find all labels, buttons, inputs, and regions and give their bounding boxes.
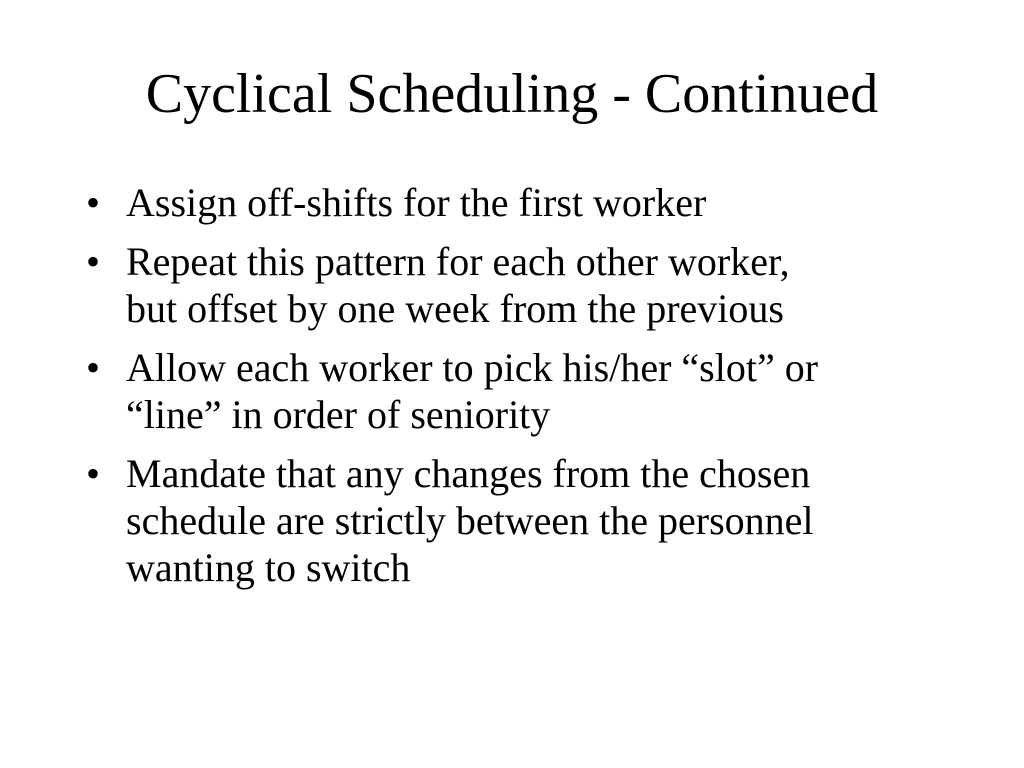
bullet-dot-icon: • [86,239,101,284]
bullet-text: Assign off-shifts for the first worker [126,180,707,225]
bullet-item [86,450,966,591]
bullet-text: Mandate that any changes from the chosen schedule are strictly between the personnel wanting to switch [126,451,814,590]
bullet-dot-icon: • [86,345,101,390]
bullet-dot-icon: • [86,180,101,225]
bullet-item [86,344,966,438]
slide-title: Cyclical Scheduling - Continued [145,63,879,125]
bullet-text: Allow each worker to pick his/her “slot” or “line” in order of seniority [126,345,819,437]
bullet-item [86,238,966,332]
bullet-list [86,179,966,603]
bullet-text: Repeat this pattern for each other worker, but offset by one week from the previous [126,239,790,331]
bullet-item [86,179,966,226]
bullet-dot-icon: • [86,451,101,496]
